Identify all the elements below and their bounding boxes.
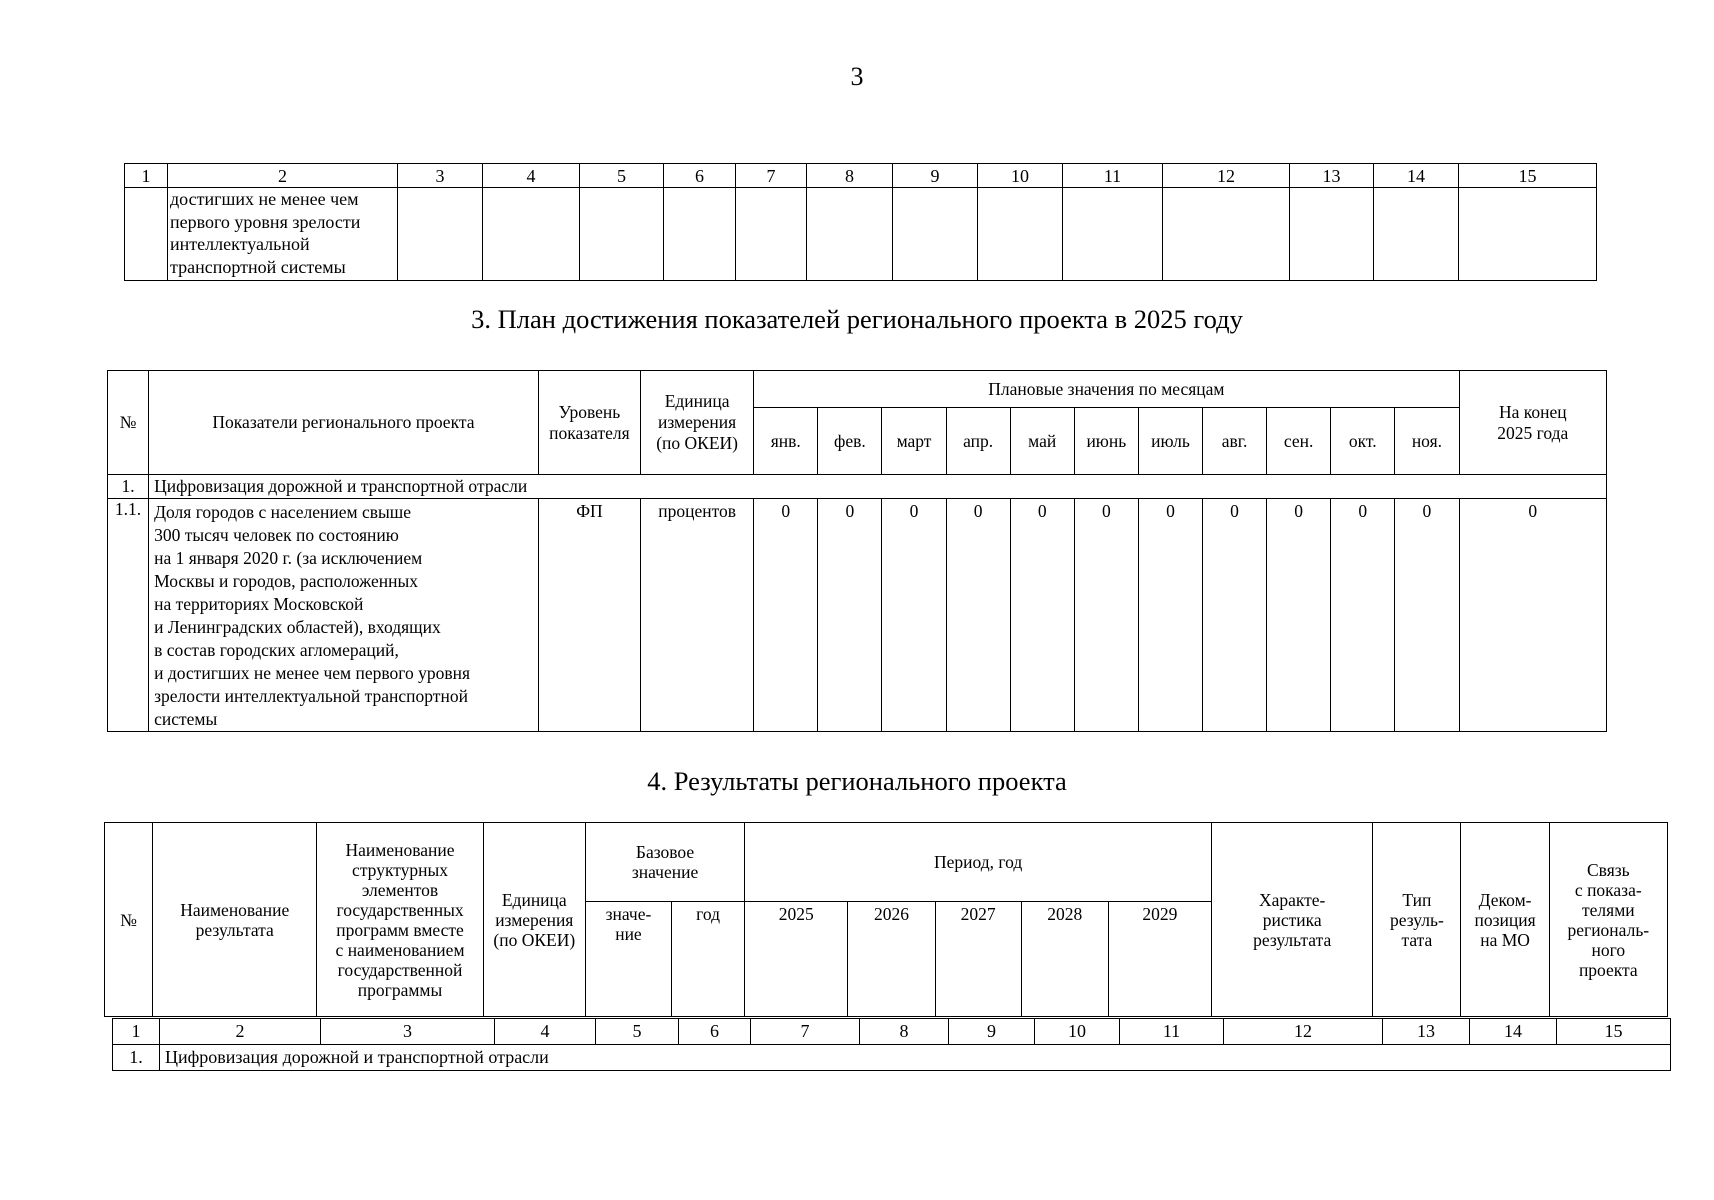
column-number: 11 <box>1063 164 1163 188</box>
text-line: и достигших не менее чем первого уровня <box>154 663 471 683</box>
month-header: май <box>1010 408 1074 475</box>
empty-cell <box>125 188 168 281</box>
column-number: 12 <box>1224 1019 1383 1045</box>
text-line: показателя <box>549 422 630 443</box>
indicator-level: ФП <box>538 499 640 732</box>
monthly-value: 0 <box>946 499 1010 732</box>
text-line: Тип <box>1402 889 1432 910</box>
column-number: 5 <box>596 1019 679 1045</box>
text-line: и Ленинградских областей), входящих <box>154 617 441 637</box>
monthly-value: 0 <box>1138 499 1202 732</box>
continuation-table <box>124 163 1597 281</box>
empty-cell <box>978 188 1063 281</box>
text-line: 300 тысяч человек по состоянию <box>154 525 399 545</box>
empty-cell <box>893 188 978 281</box>
text-line: На конец <box>1498 401 1567 422</box>
column-number: 14 <box>1470 1019 1557 1045</box>
column-number: 15 <box>1557 1019 1671 1045</box>
link-header <box>1549 823 1667 1017</box>
text-line: с наименованием <box>335 939 465 960</box>
month-header: авг. <box>1203 408 1267 475</box>
text-line: элементов <box>361 879 439 900</box>
base-value-header <box>585 823 744 902</box>
text-line: значе- <box>605 904 652 924</box>
header-row <box>108 371 1607 408</box>
empty-cell <box>580 188 664 281</box>
text-line: зрелости интеллектуальной транспортной <box>154 686 468 706</box>
month-header: фев. <box>818 408 882 475</box>
unit-header <box>641 371 754 475</box>
section-title: Цифровизация дорожной и транспортной отрасли <box>160 1045 1671 1071</box>
monthly-value: 0 <box>754 499 818 732</box>
text-line: ние <box>615 924 642 944</box>
text-line: измерения <box>495 909 574 930</box>
text-line: результата <box>195 919 274 940</box>
monthly-value: 0 <box>1331 499 1395 732</box>
year-header: 2027 <box>935 902 1021 1017</box>
text-line: программы <box>357 979 443 1000</box>
text-line: позиция <box>1474 909 1536 930</box>
page-number: 3 <box>850 62 864 91</box>
plan-table <box>107 370 1607 732</box>
column-number: 7 <box>736 164 807 188</box>
empty-cell <box>1063 188 1163 281</box>
text-line: проекта <box>1578 959 1638 980</box>
empty-cell <box>398 188 483 281</box>
number-header: № <box>108 371 149 475</box>
month-header: ноя. <box>1395 408 1459 475</box>
text-line: системы <box>154 709 218 729</box>
text-line: интеллектуальной <box>170 234 310 254</box>
text-line: Деком- <box>1478 889 1532 910</box>
level-header <box>538 371 640 475</box>
column-number: 3 <box>398 164 483 188</box>
monthly-value: 0 <box>1010 499 1074 732</box>
base-year-header: год <box>672 902 745 1017</box>
decomposition-header <box>1461 823 1549 1017</box>
text-line: Единица <box>501 889 567 910</box>
monthly-value: 0 <box>818 499 882 732</box>
month-header: июнь <box>1074 408 1138 475</box>
column-number: 13 <box>1290 164 1374 188</box>
column-number: 8 <box>807 164 893 188</box>
column-number: 6 <box>664 164 736 188</box>
empty-cell <box>483 188 580 281</box>
month-header: окт. <box>1331 408 1395 475</box>
end-of-year-header <box>1459 371 1606 475</box>
text-line: телями <box>1582 899 1635 920</box>
base-value-sub-header <box>585 902 671 1017</box>
text-line: достигших не менее чем <box>170 189 359 209</box>
text-line: Наименование <box>345 839 455 860</box>
year-header: 2025 <box>745 902 848 1017</box>
text-line: (по ОКЕИ) <box>656 433 739 453</box>
column-number: 1 <box>113 1019 160 1045</box>
plan-section-title: 3. План достижения показателей регионального проекта в 2025 году <box>471 304 1243 334</box>
result-type-header <box>1373 823 1461 1017</box>
column-number: 14 <box>1374 164 1459 188</box>
column-number: 12 <box>1163 164 1290 188</box>
indicators-header: Показатели регионального проекта <box>149 371 539 475</box>
planned-by-months-header: Плановые значения по месяцам <box>754 371 1459 408</box>
column-number: 13 <box>1383 1019 1470 1045</box>
column-number: 11 <box>1120 1019 1224 1045</box>
text-line: программ вместе <box>336 919 464 940</box>
text-line: ного <box>1591 939 1626 960</box>
text-line: на МО <box>1480 929 1530 950</box>
text-line: (по ОКЕИ) <box>493 929 576 950</box>
end-of-year-value: 0 <box>1459 499 1606 732</box>
monthly-value: 0 <box>882 499 946 732</box>
text-line: ристика <box>1262 909 1322 930</box>
month-header: март <box>882 408 946 475</box>
results-section-title: 4. Результаты регионального проекта <box>647 766 1067 796</box>
text-line: государственной <box>337 959 463 980</box>
column-number: 2 <box>168 164 398 188</box>
unit-header <box>483 823 585 1017</box>
text-line: первого уровня зрелости <box>170 211 361 232</box>
text-line: структурных <box>352 859 449 880</box>
text-line: Характе- <box>1258 889 1326 910</box>
continuation-text <box>168 188 398 281</box>
column-number: 4 <box>483 164 580 188</box>
column-number: 10 <box>1035 1019 1120 1045</box>
column-number: 6 <box>679 1019 751 1045</box>
section-title: Цифровизация дорожной и транспортной отрасли <box>149 475 1607 499</box>
section-number: 1. <box>113 1045 160 1071</box>
year-header: 2029 <box>1108 902 1211 1017</box>
text-line: измерения <box>658 412 737 432</box>
column-number-row <box>113 1019 1671 1045</box>
column-number: 8 <box>860 1019 949 1045</box>
month-header: июль <box>1138 408 1202 475</box>
empty-cell <box>736 188 807 281</box>
text-line: Связь <box>1586 859 1630 880</box>
month-header: апр. <box>946 408 1010 475</box>
empty-cell <box>807 188 893 281</box>
text-line: государственных <box>336 899 464 920</box>
empty-cell <box>1290 188 1374 281</box>
text-line: Единица <box>664 391 730 411</box>
text-line: Наименование <box>180 899 290 920</box>
column-number: 1 <box>125 164 168 188</box>
text-line: на 1 января 2020 г. (за исключением <box>154 548 423 568</box>
column-number: 5 <box>580 164 664 188</box>
empty-cell <box>1459 188 1597 281</box>
indicator-number: 1.1. <box>108 499 149 732</box>
period-header: Период, год <box>745 823 1212 902</box>
empty-cell <box>1374 188 1459 281</box>
empty-cell <box>1163 188 1290 281</box>
text-line: в состав городских агломераций, <box>154 640 399 660</box>
results-header-row <box>105 823 1668 902</box>
monthly-value: 0 <box>1395 499 1459 732</box>
month-header: сен. <box>1267 408 1331 475</box>
column-number: 15 <box>1459 164 1597 188</box>
year-header: 2026 <box>848 902 935 1017</box>
column-number-row <box>125 164 1597 188</box>
text-line: резуль- <box>1390 909 1444 930</box>
results-numbers-table <box>112 1018 1671 1071</box>
monthly-value: 0 <box>1267 499 1331 732</box>
indicator-unit: процентов <box>641 499 754 732</box>
text-line: Доля городов с населением свыше <box>154 502 411 522</box>
empty-cell <box>664 188 736 281</box>
section-row <box>113 1045 1671 1071</box>
column-number: 10 <box>978 164 1063 188</box>
column-number: 9 <box>893 164 978 188</box>
column-number: 2 <box>160 1019 321 1045</box>
monthly-value: 0 <box>1203 499 1267 732</box>
text-line: Базовое <box>635 842 695 862</box>
month-header: янв. <box>754 408 818 475</box>
number-header: № <box>105 823 153 1017</box>
section-row <box>108 475 1607 499</box>
text-line: Уровень <box>558 401 621 422</box>
text-line: региональ- <box>1567 919 1650 940</box>
text-line: 2025 года <box>1497 422 1569 443</box>
continuation-row <box>125 188 1597 281</box>
column-number: 7 <box>751 1019 860 1045</box>
characteristic-header <box>1212 823 1373 1017</box>
column-number: 3 <box>321 1019 495 1045</box>
indicator-name <box>149 499 539 732</box>
section-number: 1. <box>108 475 149 499</box>
text-line: результата <box>1253 929 1332 950</box>
text-line: с показа- <box>1574 879 1642 900</box>
results-header-table <box>104 822 1668 1017</box>
column-number: 9 <box>949 1019 1035 1045</box>
monthly-value: 0 <box>1074 499 1138 732</box>
text-line: значение <box>631 862 699 882</box>
text-line: тата <box>1401 929 1433 950</box>
text-line: на территориях Московской <box>154 594 364 614</box>
result-name-header <box>153 823 317 1017</box>
column-number: 4 <box>495 1019 596 1045</box>
text-line: Москвы и городов, расположенных <box>154 571 419 591</box>
year-header: 2028 <box>1021 902 1108 1017</box>
indicator-row <box>108 499 1607 732</box>
structural-elements-header <box>317 823 483 1017</box>
text-line: транспортной системы <box>170 256 346 277</box>
